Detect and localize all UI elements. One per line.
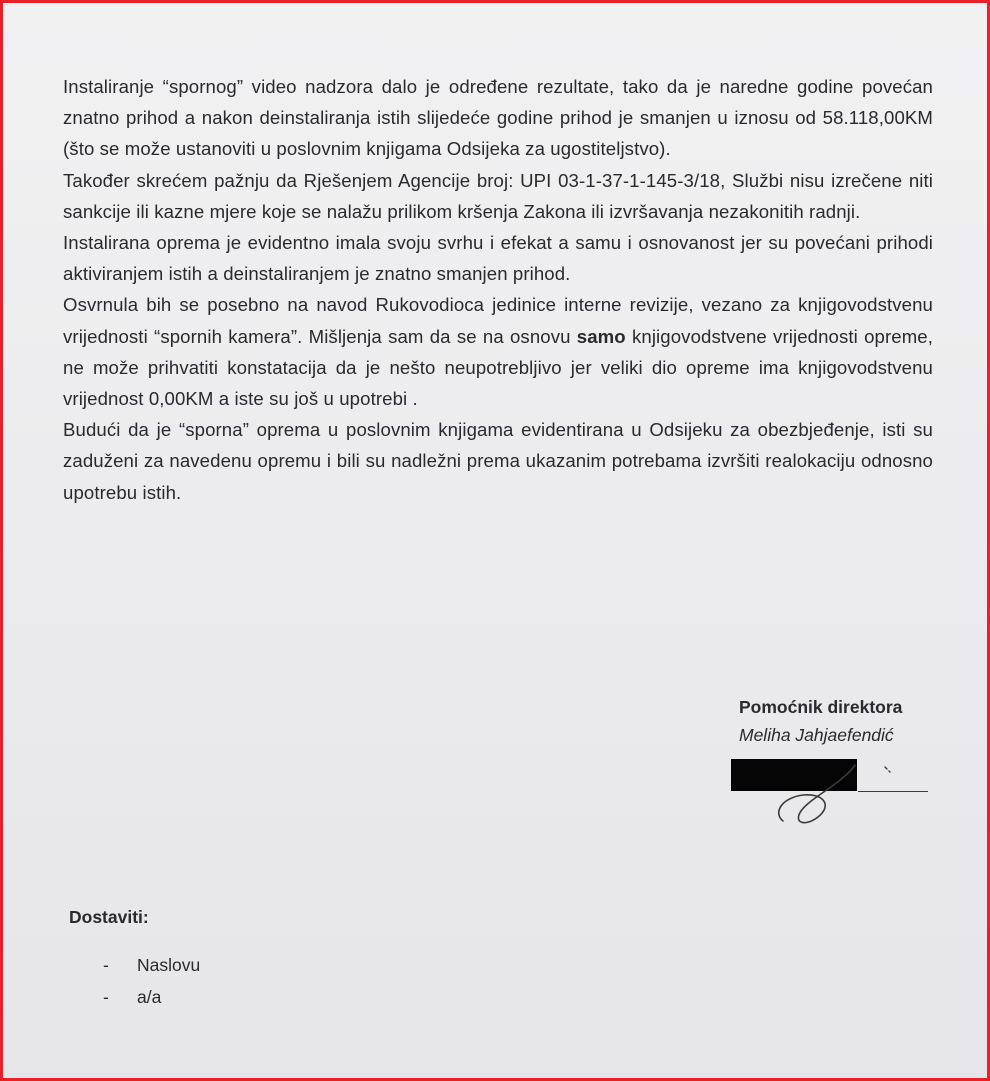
list-bullet: - (103, 955, 109, 975)
distribution-title: Dostaviti: (69, 907, 149, 927)
list-item (69, 949, 200, 981)
paragraph-video-surveillance: Instaliranje “spornog” video nadzora dalo je određene rezultate, tako da je naredne godine povećan znatno prihod a nakon deinstaliranja istih slijedeće godine prihod je smanjen u iznosu od 58.118,00KM (što se može ustanoviti u poslovnim knjigama Odsijeka za ugostiteljstvo). (63, 76, 933, 160)
distribution-list (69, 901, 200, 1013)
paragraph-relocation: Budući da je “sporna” oprema u poslovnim knjigama evidentirana u Odsijeku za obezbjeđenje, isti su zaduženi za navedenu opremu i bili su nadležni prema ukazanim potrebama izvršiti realokaciju odnosno upotrebu istih. (63, 419, 933, 503)
paragraph-book-value-part1: Osvrnula bih se posebno na navod Rukovodioca jedinice interne revizije, vezano za knjigovodstvenu vrijednosti “spornih kamera”. Mišljenja sam da se na osnovu (63, 294, 933, 347)
signatory-title: Pomoćnik direktora (739, 697, 903, 717)
letter-body (63, 71, 933, 508)
paragraph-agency-decision: Također skrećem pažnju da Rješenjem Agencije broj: UPI 03-1-37-1-145-3/18, Službi nisu izrečene niti sankcije ili kazne mjere koje se nalažu prilikom kršenja Zakona ili izvršavanja nezakonitih radnji. (63, 169, 933, 222)
list-item-label: Naslovu (137, 955, 201, 975)
handwritten-signature-icon (763, 743, 903, 833)
paragraph-equipment-purpose: Instalirana oprema je evidentno imala svoju svrhu i efekat a samu i osnovanost jer su povećani prihodi aktiviranjem istih a deinstaliranjem je znatno smanjen prihod. (63, 232, 933, 285)
document-page (3, 3, 987, 1078)
list-bullet: - (103, 987, 109, 1007)
paragraph-book-value (63, 289, 933, 414)
list-item-label: a/a (137, 987, 162, 1007)
paragraph-book-value-bold: samo (576, 325, 626, 347)
signatory-name: Meliha Jahjaefendić (739, 725, 894, 745)
signature-block (739, 693, 939, 749)
paragraph-book-value-part2: knjigovodstvene vrijednosti opreme, ne može prihvatiti konstatacija da je nešto neupotrebljivo jer veliki dio opreme ima knjigovodstvenu vrijednost 0,00KM a iste su još u upotrebi . (63, 325, 933, 410)
list-item (69, 981, 200, 1013)
